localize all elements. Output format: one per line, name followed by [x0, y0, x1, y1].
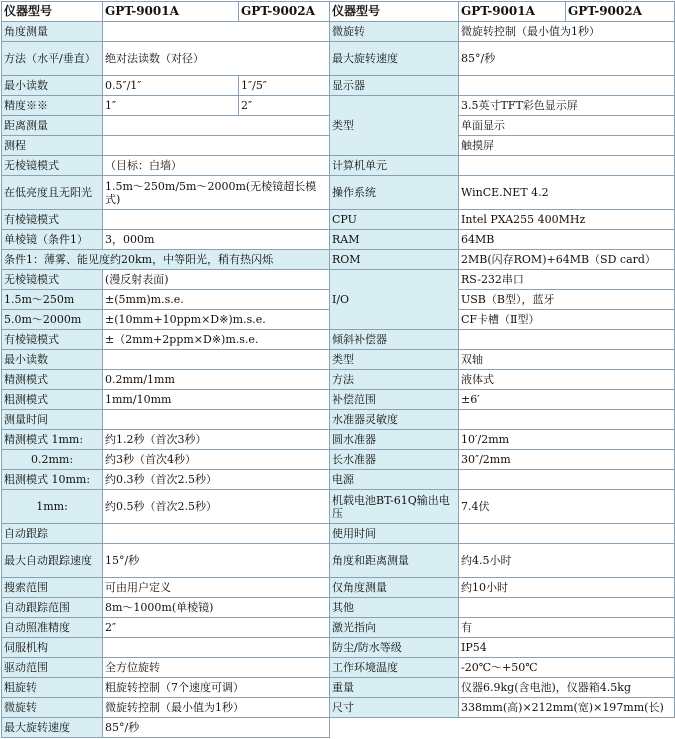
prismless-mode-value: （目标：白墙） — [103, 156, 330, 176]
aim-accuracy-value: 2″ — [103, 618, 330, 638]
angle-dist-value: 约4.5小时 — [459, 544, 675, 578]
table-row — [2, 230, 675, 250]
section-angle-measure: 角度测量 — [2, 22, 103, 42]
prismless-mode-2-label: 无棱镜模式 — [2, 270, 103, 290]
table-row — [2, 330, 675, 350]
table-row — [2, 658, 675, 678]
empty-cell — [103, 136, 330, 156]
angle-only-label: 仅角度测量 — [330, 578, 459, 598]
header-model-a-left: GPT-9001A — [103, 2, 239, 22]
ram-value: 64MB — [459, 230, 675, 250]
table-row — [2, 430, 675, 450]
coarse-1mm-label: 1mm: — [2, 490, 103, 524]
rom-label: ROM — [330, 250, 459, 270]
method-label: 方法（水平/垂直） — [2, 42, 103, 76]
table-row — [2, 176, 675, 210]
max-rotation-speed-label-left: 最大旋转速度 — [2, 718, 103, 738]
single-prism-label: 单棱镜（条件1） — [2, 230, 103, 250]
section-display: 显示器 — [330, 76, 459, 96]
io-value-3: CF卡槽（Ⅱ型） — [459, 310, 675, 330]
empty-cell — [459, 76, 675, 96]
rom-value: 2MB(闪存ROM)+64MB（SD card） — [459, 250, 675, 270]
table-row — [2, 698, 675, 718]
header-model-b-left: GPT-9002A — [239, 2, 330, 22]
empty-cell — [103, 22, 330, 42]
empty-cell — [459, 524, 675, 544]
section-servo: 伺服机构 — [2, 638, 103, 658]
table-row — [2, 410, 675, 430]
prismless-mode-2-value: (漫反射表面) — [103, 270, 330, 290]
battery-label: 机载电池BT-61Q输出电压 — [330, 490, 459, 524]
angle-dist-label: 角度和距离测量 — [330, 544, 459, 578]
table-row — [2, 76, 675, 96]
max-track-speed-value: 15°/秒 — [103, 544, 330, 578]
coarse-10mm-label: 粗测模式 10mm: — [2, 470, 103, 490]
table-row — [2, 490, 675, 524]
fine-02mm-label: 0.2mm: — [2, 450, 103, 470]
laser-label: 激光指向 — [330, 618, 459, 638]
battery-value: 7.4伏 — [459, 490, 675, 524]
header-model-label-right: 仪器型号 — [330, 2, 459, 22]
prismless-mode-label: 无棱镜模式 — [2, 156, 103, 176]
size-label: 尺寸 — [330, 698, 459, 718]
fine-mode-value: 0.2mm/1mm — [103, 370, 330, 390]
empty-cell — [103, 410, 330, 430]
low-light-label: 在低亮度且无阳光 — [2, 176, 103, 210]
os-label: 操作系统 — [330, 176, 459, 210]
empty-cell — [103, 350, 330, 370]
display-type-2: 单面显示 — [459, 116, 675, 136]
fine-mode-label: 精测模式 — [2, 370, 103, 390]
display-type-3: 触摸屏 — [459, 136, 675, 156]
prism-mode-2-value: ±（2mm+2ppm×D※)m.s.e. — [103, 330, 330, 350]
condition-note: 条件1：薄雾、能见度约20km，中等阳光，稍有热闪烁 — [2, 250, 330, 270]
plate-vial-label: 长水准器 — [330, 450, 459, 470]
empty-cell — [103, 638, 330, 658]
section-other: 其他 — [330, 598, 459, 618]
tilt-method-label: 方法 — [330, 370, 459, 390]
table-row — [2, 470, 675, 490]
fine-rotation-label: 微旋转 — [330, 22, 459, 42]
section-power: 电源 — [330, 470, 459, 490]
size-value: 338mm(高)×212mm(宽)×197mm(长) — [459, 698, 675, 718]
display-type-label: 类型 — [330, 96, 459, 156]
search-range-label: 搜索范围 — [2, 578, 103, 598]
table-row — [2, 250, 675, 270]
table-row — [2, 638, 675, 658]
ram-label: RAM — [330, 230, 459, 250]
max-track-speed-label: 最大自动跟踪速度 — [2, 544, 103, 578]
circular-vial-value: 10′/2mm — [459, 430, 675, 450]
weight-value: 仪器6.9kg(含电池)，仪器箱4.5kg — [459, 678, 675, 698]
table-row — [2, 22, 675, 42]
accuracy-a: 1″ — [103, 96, 239, 116]
coarse-10mm-value: 约0.3秒（首次2.5秒） — [103, 470, 330, 490]
min-reading-a: 0.5″/1″ — [103, 76, 239, 96]
cpu-label: CPU — [330, 210, 459, 230]
fine-1mm-value: 约1.2秒（首次3秒） — [103, 430, 330, 450]
comp-range-value: ±6′ — [459, 390, 675, 410]
table-row — [2, 350, 675, 370]
io-value-2: USB（B型），蓝牙 — [459, 290, 675, 310]
empty-cell — [103, 210, 330, 230]
comp-range-label: 补偿范围 — [330, 390, 459, 410]
ip-value: IP54 — [459, 638, 675, 658]
circular-vial-label: 圆水准器 — [330, 430, 459, 450]
accuracy-b: 2″ — [239, 96, 330, 116]
table-row — [2, 524, 675, 544]
table-row — [2, 96, 675, 116]
accuracy-label: 精度※※ — [2, 96, 103, 116]
empty-cell — [459, 330, 675, 350]
temp-value: -20℃～+50℃ — [459, 658, 675, 678]
section-auto-tracking: 自动跟踪 — [2, 524, 103, 544]
empty-cell — [459, 470, 675, 490]
os-value: WinCE.NET 4.2 — [459, 176, 675, 210]
ip-label: 防尘/防水等级 — [330, 638, 459, 658]
fine-02mm-value: 约3秒（首次4秒） — [103, 450, 330, 470]
drive-range-label: 驱动范围 — [2, 658, 103, 678]
range-2-value: ±(10mm+10ppm×D※)m.s.e. — [103, 310, 330, 330]
coarse-1mm-value: 约0.5秒（首次2.5秒） — [103, 490, 330, 524]
fine-rotation-value-left: 微旋转控制（最小值为1秒） — [103, 698, 330, 718]
empty-cell — [103, 524, 330, 544]
spec-table — [1, 1, 675, 738]
min-reading-label: 最小读数 — [2, 76, 103, 96]
fine-1mm-label: 精测模式 1mm: — [2, 430, 103, 450]
io-label: I/O — [330, 270, 459, 330]
single-prism-value: 3，000m — [103, 230, 330, 250]
section-computer: 计算机单元 — [330, 156, 459, 176]
tilt-type-value: 双轴 — [459, 350, 675, 370]
fine-rotation-value: 微旋转控制（最小值为1秒） — [459, 22, 675, 42]
section-ranging: 测程 — [2, 136, 103, 156]
table-row — [2, 210, 675, 230]
empty-cell — [459, 156, 675, 176]
prism-mode-2-label: 有棱镜模式 — [2, 330, 103, 350]
table-row — [2, 618, 675, 638]
section-tilt-compensator: 倾斜补偿器 — [330, 330, 459, 350]
cpu-value: Intel PXA255 400MHz — [459, 210, 675, 230]
weight-label: 重量 — [330, 678, 459, 698]
aim-accuracy-label: 自动照准精度 — [2, 618, 103, 638]
table-row — [2, 678, 675, 698]
max-rotation-speed-label: 最大旋转速度 — [330, 42, 459, 76]
empty-cell — [459, 410, 675, 430]
angle-only-value: 约10小时 — [459, 578, 675, 598]
tilt-type-label: 类型 — [330, 350, 459, 370]
coarse-mode-label: 粗测模式 — [2, 390, 103, 410]
measure-time-label: 测量时间 — [2, 410, 103, 430]
track-range-label: 自动跟踪范围 — [2, 598, 103, 618]
search-range-value: 可由用户定义 — [103, 578, 330, 598]
section-distance-measure: 距离测量 — [2, 116, 103, 136]
table-row — [2, 370, 675, 390]
range-1-label: 1.5m～250m — [2, 290, 103, 310]
min-reading-2-label: 最小读数 — [2, 350, 103, 370]
table-row — [2, 450, 675, 470]
table-row — [2, 270, 675, 290]
max-rotation-speed-value-left: 85°/秒 — [103, 718, 330, 738]
header-model-a-right: GPT-9001A — [459, 2, 566, 22]
range-1-value: ±(5mm)m.s.e. — [103, 290, 330, 310]
header-row — [2, 2, 675, 22]
min-reading-b: 1″/5″ — [239, 76, 330, 96]
table-row — [2, 578, 675, 598]
coarse-rotation-label: 粗旋转 — [2, 678, 103, 698]
coarse-rotation-value: 粗旋转控制（7个速度可调） — [103, 678, 330, 698]
table-row — [2, 42, 675, 76]
laser-value: 有 — [459, 618, 675, 638]
io-value-1: RS-232串口 — [459, 270, 675, 290]
display-type-1: 3.5英寸TFT彩色显示屏 — [459, 96, 675, 116]
empty-cell — [459, 598, 675, 618]
fine-rotation-label-left: 微旋转 — [2, 698, 103, 718]
prism-mode-label: 有棱镜模式 — [2, 210, 103, 230]
max-rotation-speed-value: 85°/秒 — [459, 42, 675, 76]
table-row — [2, 390, 675, 410]
section-usage-time: 使用时间 — [330, 524, 459, 544]
low-light-value: 1.5m～250m/5m～2000m(无棱镜超长模式) — [103, 176, 330, 210]
header-model-b-right: GPT-9002A — [566, 2, 675, 22]
plate-vial-value: 30″/2mm — [459, 450, 675, 470]
table-row — [2, 598, 675, 618]
table-row — [2, 718, 675, 738]
temp-label: 工作环境温度 — [330, 658, 459, 678]
section-vial-sensitivity: 水准器灵敏度 — [330, 410, 459, 430]
table-row — [2, 156, 675, 176]
drive-range-value: 全方位旋转 — [103, 658, 330, 678]
empty-cell — [103, 116, 330, 136]
range-2-label: 5.0m～2000m — [2, 310, 103, 330]
empty-cell — [330, 718, 675, 738]
header-model-label-left: 仪器型号 — [2, 2, 103, 22]
coarse-mode-value: 1mm/10mm — [103, 390, 330, 410]
table-row — [2, 544, 675, 578]
method-value: 绝对法读数（对径） — [103, 42, 330, 76]
tilt-method-value: 液体式 — [459, 370, 675, 390]
track-range-value: 8m～1000m(单棱镜) — [103, 598, 330, 618]
